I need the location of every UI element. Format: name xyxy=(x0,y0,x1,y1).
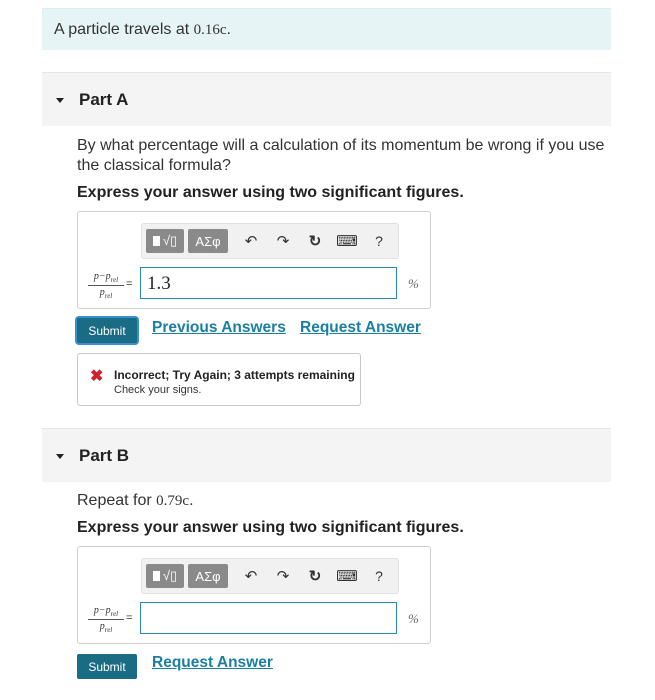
part-a-request-answer-link[interactable]: Request Answer xyxy=(300,319,421,336)
part-a-answer-box xyxy=(77,211,431,309)
equals-sign: = xyxy=(126,278,133,290)
template-box-icon xyxy=(153,236,160,246)
feedback-title: Incorrect; Try Again; 3 attempts remaining xyxy=(114,368,355,382)
undo-icon[interactable]: ↶ xyxy=(244,568,258,585)
collapse-caret-icon[interactable] xyxy=(56,454,64,459)
part-a-instruction: Express your answer using two significant figures. xyxy=(77,184,464,201)
part-b-answer-input[interactable] xyxy=(140,602,397,634)
part-a-answer-input[interactable]: 1.3 xyxy=(140,267,397,299)
feedback-hint: Check your signs. xyxy=(114,384,202,396)
undo-icon[interactable]: ↶ xyxy=(244,233,258,250)
intro-end: . xyxy=(226,21,231,38)
reset-icon[interactable]: ↻ xyxy=(308,233,322,250)
redo-icon[interactable]: ↷ xyxy=(276,233,290,250)
greek-symbols-button[interactable]: AΣφ xyxy=(188,564,228,588)
variable-fraction: $p-p_{rel}$ $p_{rel}$ xyxy=(88,271,124,300)
unit-label: % xyxy=(408,611,419,626)
part-b-request-answer-link[interactable]: Request Answer xyxy=(152,654,273,671)
feedback-box xyxy=(77,353,361,406)
variable-fraction: $p-p_{rel}$ $p_{rel}$ xyxy=(88,605,124,634)
part-a-header[interactable] xyxy=(42,72,611,126)
part-b-answer-box xyxy=(77,546,431,644)
math-toolbar xyxy=(141,223,399,259)
intro-text: A particle travels at xyxy=(54,21,194,38)
unit-label: % xyxy=(408,276,419,291)
part-b-title: Part B xyxy=(79,445,130,465)
part-b-header[interactable] xyxy=(42,428,611,482)
part-a-title: Part A xyxy=(79,89,129,109)
help-icon[interactable]: ? xyxy=(375,233,383,249)
keyboard-icon[interactable]: ⌨ xyxy=(336,233,358,250)
templates-button[interactable]: √▯ xyxy=(146,564,184,588)
equals-sign: = xyxy=(126,612,133,624)
greek-symbols-button[interactable]: AΣφ xyxy=(188,229,228,253)
templates-button[interactable]: √▯ xyxy=(146,229,184,253)
keyboard-icon[interactable]: ⌨ xyxy=(336,568,358,585)
part-b-instruction: Express your answer using two significant figures. xyxy=(77,519,464,536)
redo-icon[interactable]: ↷ xyxy=(276,568,290,585)
template-box-icon xyxy=(153,571,160,581)
part-b-question: Repeat for 0.79c. xyxy=(77,492,194,509)
reset-icon[interactable]: ↻ xyxy=(308,568,322,585)
part-b-submit-button[interactable]: Submit xyxy=(77,654,137,679)
math-toolbar xyxy=(141,558,399,594)
part-a-submit-button[interactable]: Submit xyxy=(77,318,137,343)
previous-answers-link[interactable]: Previous Answers xyxy=(152,319,286,336)
part-a-question: By what percentage will a calculation of its momentum be wrong if you use the classical formula? xyxy=(77,137,605,174)
incorrect-x-icon: ✖ xyxy=(90,368,104,385)
collapse-caret-icon[interactable] xyxy=(56,98,64,103)
problem-intro xyxy=(42,8,611,50)
help-icon[interactable]: ? xyxy=(375,568,383,584)
intro-speed: 0.16c xyxy=(193,22,227,38)
